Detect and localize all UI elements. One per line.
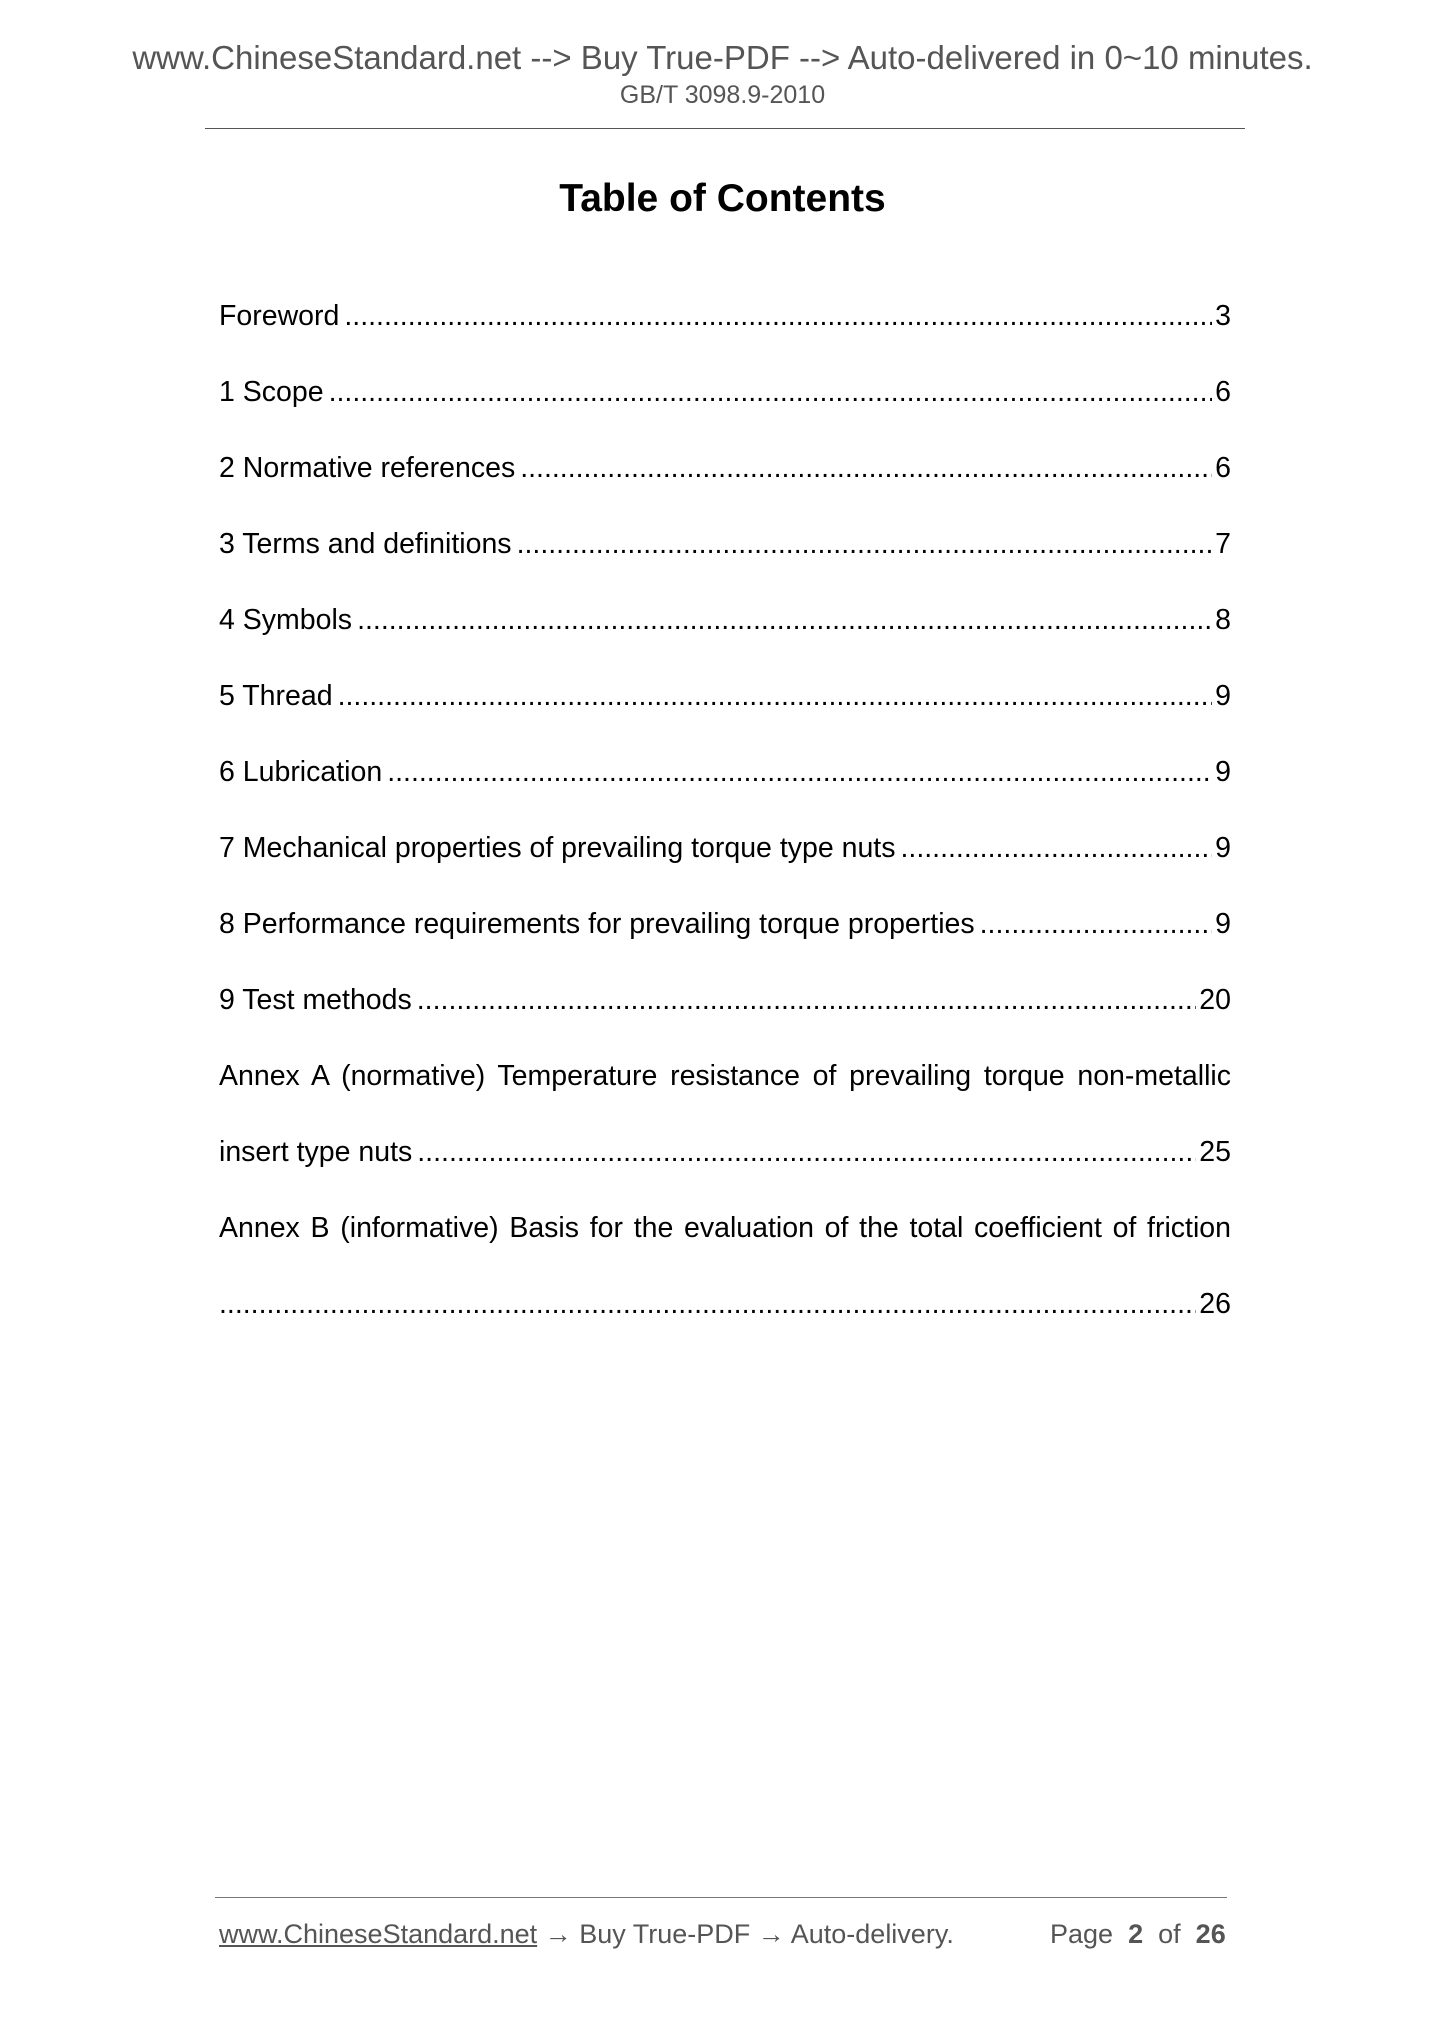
page-title: Table of Contents (559, 177, 886, 220)
toc-entry-normative-references[interactable] (219, 448, 1231, 488)
toc-entry-lubrication[interactable] (219, 752, 1231, 792)
toc-dot-leader (219, 1284, 1196, 1324)
toc-dot-leader (387, 752, 1212, 792)
toc-entry-page: 6 (1215, 376, 1231, 408)
toc-dot-leader (980, 904, 1213, 944)
toc-entry-page: 26 (1199, 1288, 1231, 1320)
standard-code: GB/T 3098.9-2010 (619, 81, 826, 109)
header-banner: www.ChineseStandard.net --> Buy True-PDF --> Auto-delivered in 0~10 minutes. (132, 39, 1313, 76)
toc-entry-label: 4 Symbols (219, 604, 353, 636)
toc-entry-label: 9 Test methods (219, 984, 412, 1016)
toc-entry-label: 5 Thread (219, 680, 333, 712)
toc-entry-page: 20 (1199, 984, 1231, 1016)
page-word: Page (1050, 1919, 1114, 1949)
toc-entry-test-methods[interactable] (219, 980, 1231, 1020)
toc-dot-leader (900, 828, 1212, 868)
toc-dot-leader (329, 372, 1213, 412)
toc-entry-page: 7 (1215, 528, 1231, 560)
toc-entry-label: 8 Performance requirements for prevailing torque properties (219, 908, 975, 940)
total-page-number: 26 (1195, 1919, 1226, 1949)
toc-entry-thread[interactable] (219, 676, 1231, 716)
toc-entry-label: 1 Scope (219, 376, 324, 408)
toc-dot-leader (338, 676, 1213, 716)
toc-entry-annex-b-line1[interactable]: Annex B (informative) Basis for the evaluation of the total coefficient of friction (219, 1212, 1231, 1244)
toc-entry-annex-a[interactable] (219, 1132, 1231, 1172)
header-divider (205, 128, 1245, 129)
toc-entry-label: Foreword (219, 300, 340, 332)
page-indicator (1050, 1916, 1226, 1952)
toc-entry-performance-requirements[interactable] (219, 904, 1231, 944)
toc-entry-page: 9 (1215, 680, 1231, 712)
current-page-number: 2 (1128, 1919, 1144, 1949)
toc-entry-label: insert type nuts (219, 1136, 413, 1168)
toc-dot-leader (417, 980, 1197, 1020)
toc-entry-mechanical-properties[interactable] (219, 828, 1231, 868)
toc-entry-label: 6 Lubrication (219, 756, 383, 788)
toc-entry-label: 3 Terms and definitions (219, 528, 512, 560)
footer-tagline (219, 1916, 954, 1952)
toc-entry-page: 9 (1215, 832, 1231, 864)
of-word: of (1158, 1919, 1181, 1949)
toc-entry-page: 25 (1199, 1136, 1231, 1168)
toc-dot-leader (520, 448, 1212, 488)
footer-site-link[interactable]: www.ChineseStandard.net (219, 1919, 538, 1949)
toc-entry-foreword[interactable] (219, 296, 1231, 336)
toc-entry-label: 7 Mechanical properties of prevailing torque type nuts (219, 832, 896, 864)
footer-divider (215, 1897, 1227, 1898)
toc-entry-page: 6 (1215, 452, 1231, 484)
footer-tagline-text: → Buy True-PDF → Auto-delivery. (537, 1919, 954, 1949)
toc-dot-leader (417, 1132, 1196, 1172)
toc-dot-leader (517, 524, 1213, 564)
toc-entry-page: 9 (1215, 908, 1231, 940)
toc-entry-page: 8 (1215, 604, 1231, 636)
toc-dot-leader (357, 600, 1212, 640)
toc-entry-page: 9 (1215, 756, 1231, 788)
toc-entry-annex-b[interactable] (219, 1284, 1231, 1324)
toc-entry-symbols[interactable] (219, 600, 1231, 640)
toc-entry-page: 3 (1215, 300, 1231, 332)
toc-entry-scope[interactable] (219, 372, 1231, 412)
toc-dot-leader (344, 296, 1212, 336)
toc-entry-annex-a-line1[interactable]: Annex A (normative) Temperature resistance of prevailing torque non-metallic (219, 1060, 1231, 1092)
toc-entry-label: 2 Normative references (219, 452, 516, 484)
toc-entry-terms-and-definitions[interactable] (219, 524, 1231, 564)
